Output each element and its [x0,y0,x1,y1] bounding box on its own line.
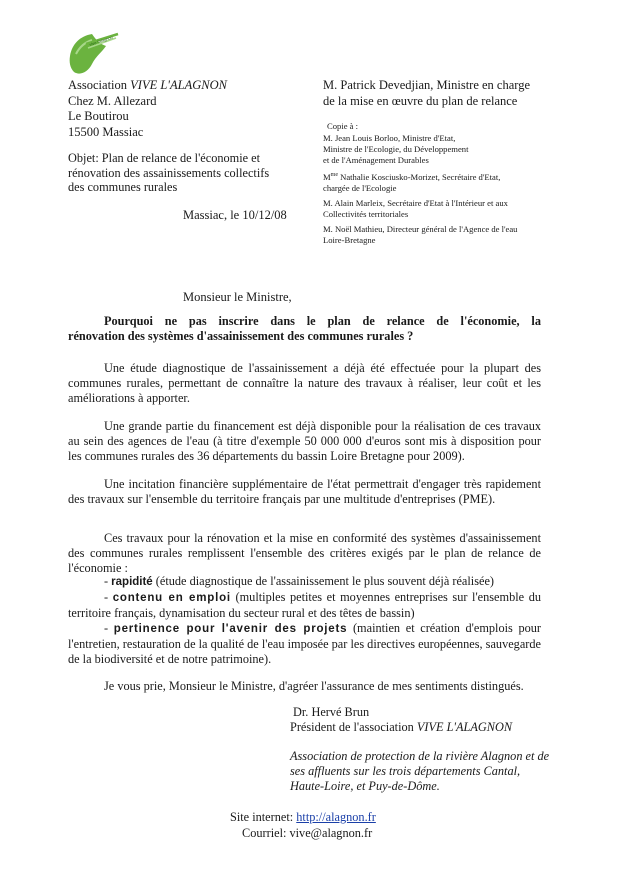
copy-heading: Copie à : [327,121,359,131]
sender-association: Association VIVE L'ALAGNON [68,78,227,92]
letter-subject: Objet: Plan de relance de l'économie et rénovation des assainissements collectifs des communes rurales [68,151,270,194]
body-paragraph: Ces travaux pour la rénovation et la mise en conformité des systèmes d'assainissement des communes rurales remplissent l'ensemble des critères exigés par le plan de relance de l'économie : [68,531,541,575]
copy-item: M. Noël Mathieu, Directeur général de l'Agence de l'eau Loire-Bretagne [323,223,518,245]
list-item: - contenu en emploi (multiples petites et moyennes entreprises sur l'ensemble du territoire français, dynamisation du secteur rural et des têtes de bassin) [68,590,541,620]
signature-block [290,705,512,735]
association-description: Association de protection de la rivière Alagnon et de ses affluents sur les trois départements Cantal, Haute-Loire, et Puy-de-Dôme. [290,749,550,793]
list-item: - rapidité (étude diagnostique de l'assainissement le plus souvent déjà réalisée) [104,574,495,588]
body-paragraph: Une incitation financière supplémentaire de l'état permettrait d'engager très rapidement des travaux sur l'ensemble du territoire français par une multitude d'entreprises (PME). [68,477,541,506]
body-paragraph: Une étude diagnostique de l'assainissement a déjà été effectuée pour la plupart des communes rurales, permettant de connaître la nature des travaux à réaliser, leur coût et les améliorations à apporter. [68,361,541,405]
association-logo [66,30,124,78]
sender-line: Le Boutirou [68,109,129,123]
body-paragraph: Une grande partie du financement est déjà disponible pour la réalisation de ces travaux au sein des agences de l'eau (à titre d'exemple 50 000 000 d'euros sont mis à disposition pour les communes rurales des 36 départements du bassin Loire Bretagne pour 2009). [68,419,541,463]
email-address[interactable]: vive@alagnon.fr [289,826,373,840]
headline-question: Pourquoi ne pas inscrire dans le plan de relance de l'économie, la rénovation des systèmes d'assainissement des communes rurales ? [68,314,541,343]
signer-name: Dr. Hervé Brun [293,705,370,719]
salutation: Monsieur le Ministre, [183,290,292,304]
signer-title: Président de l'association VIVE L'ALAGNON [290,720,513,734]
list-item: - pertinence pour l'avenir des projets (maintien et création d'emplois pour l'entretien, restauration de la qualité de l'eau imposée par les directives européennes, sauvegarde de la biodiversité et de notre patrimoine). [68,621,541,666]
footer-contact: Site internet: http://alagnon.fr Courriel: vive@alagnon.fr [230,810,376,840]
leaf-map-logo-icon [66,30,124,78]
copy-item: $M^{me}$ Nathalie Kosciusko-Morizet, Secrétaire d'Etat, chargée de l'Ecologie [323,171,501,193]
closing-formula: Je vous prie, Monsieur le Ministre, d'agréer l'assurance de mes sentiments distingués. [104,679,524,693]
copy-list [323,121,517,250]
sender-address [68,78,227,140]
website-link[interactable]: http://alagnon.fr [296,810,376,824]
letter-date: Massiac, le 10/12/08 [183,208,287,222]
svg-text:vive l'alagnon: vive l'alagnon [88,34,114,47]
sender-line: Chez M. Allezard [68,93,157,108]
sender-postcode: 15500 Massiac [68,124,144,139]
recipient-address: M. Patrick Devedjian, Ministre en charge de la mise en œuvre du plan de relance [323,78,531,108]
copy-item: M. Jean Louis Borloo, Ministre d'Etat, Ministre de l'Ecologie, du Développement et de l'Aménagement Durables [323,133,469,165]
copy-item: M. Alain Marleix, Secrétaire d'Etat à l'Intérieur et aux Collectivités territoriales [323,197,508,219]
criteria-list [68,574,541,667]
